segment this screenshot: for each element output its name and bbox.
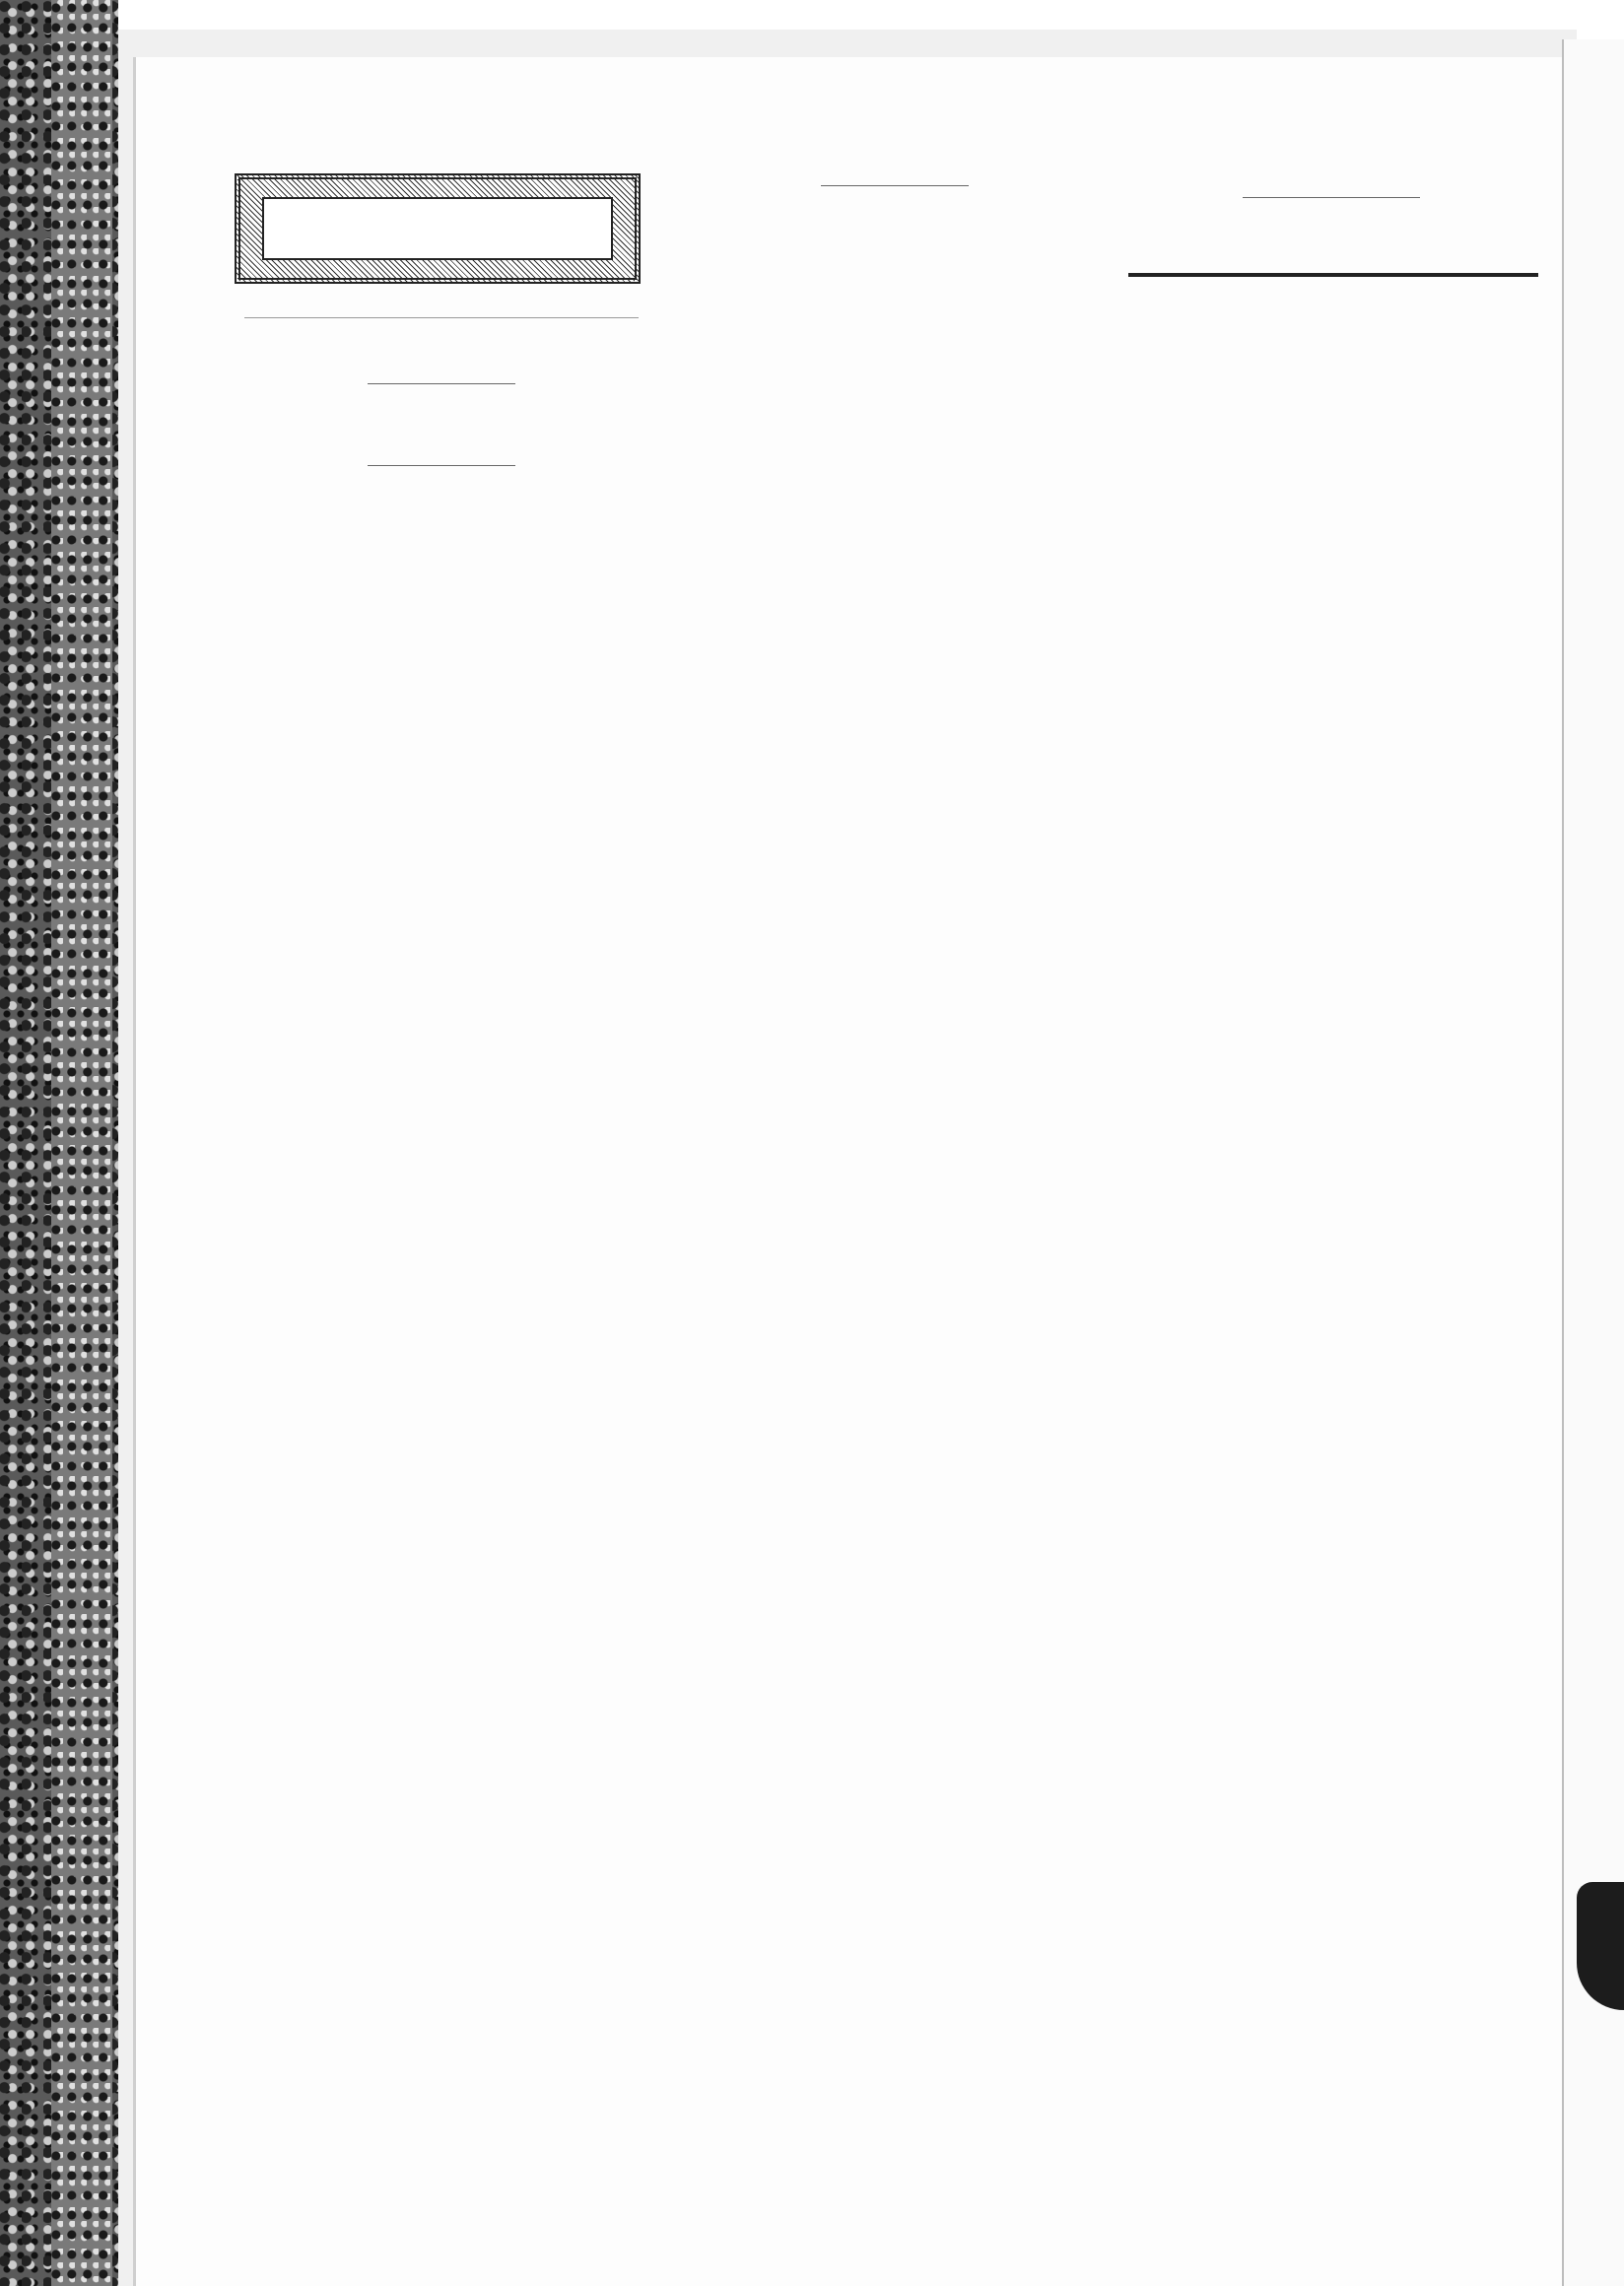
gospels-table	[1128, 273, 1538, 277]
column-1	[235, 173, 648, 505]
decorative-border-inner	[51, 0, 112, 2286]
column-3	[1123, 173, 1539, 277]
column-2	[694, 173, 1096, 218]
page-header	[241, 114, 1522, 158]
department-banner	[235, 173, 641, 284]
